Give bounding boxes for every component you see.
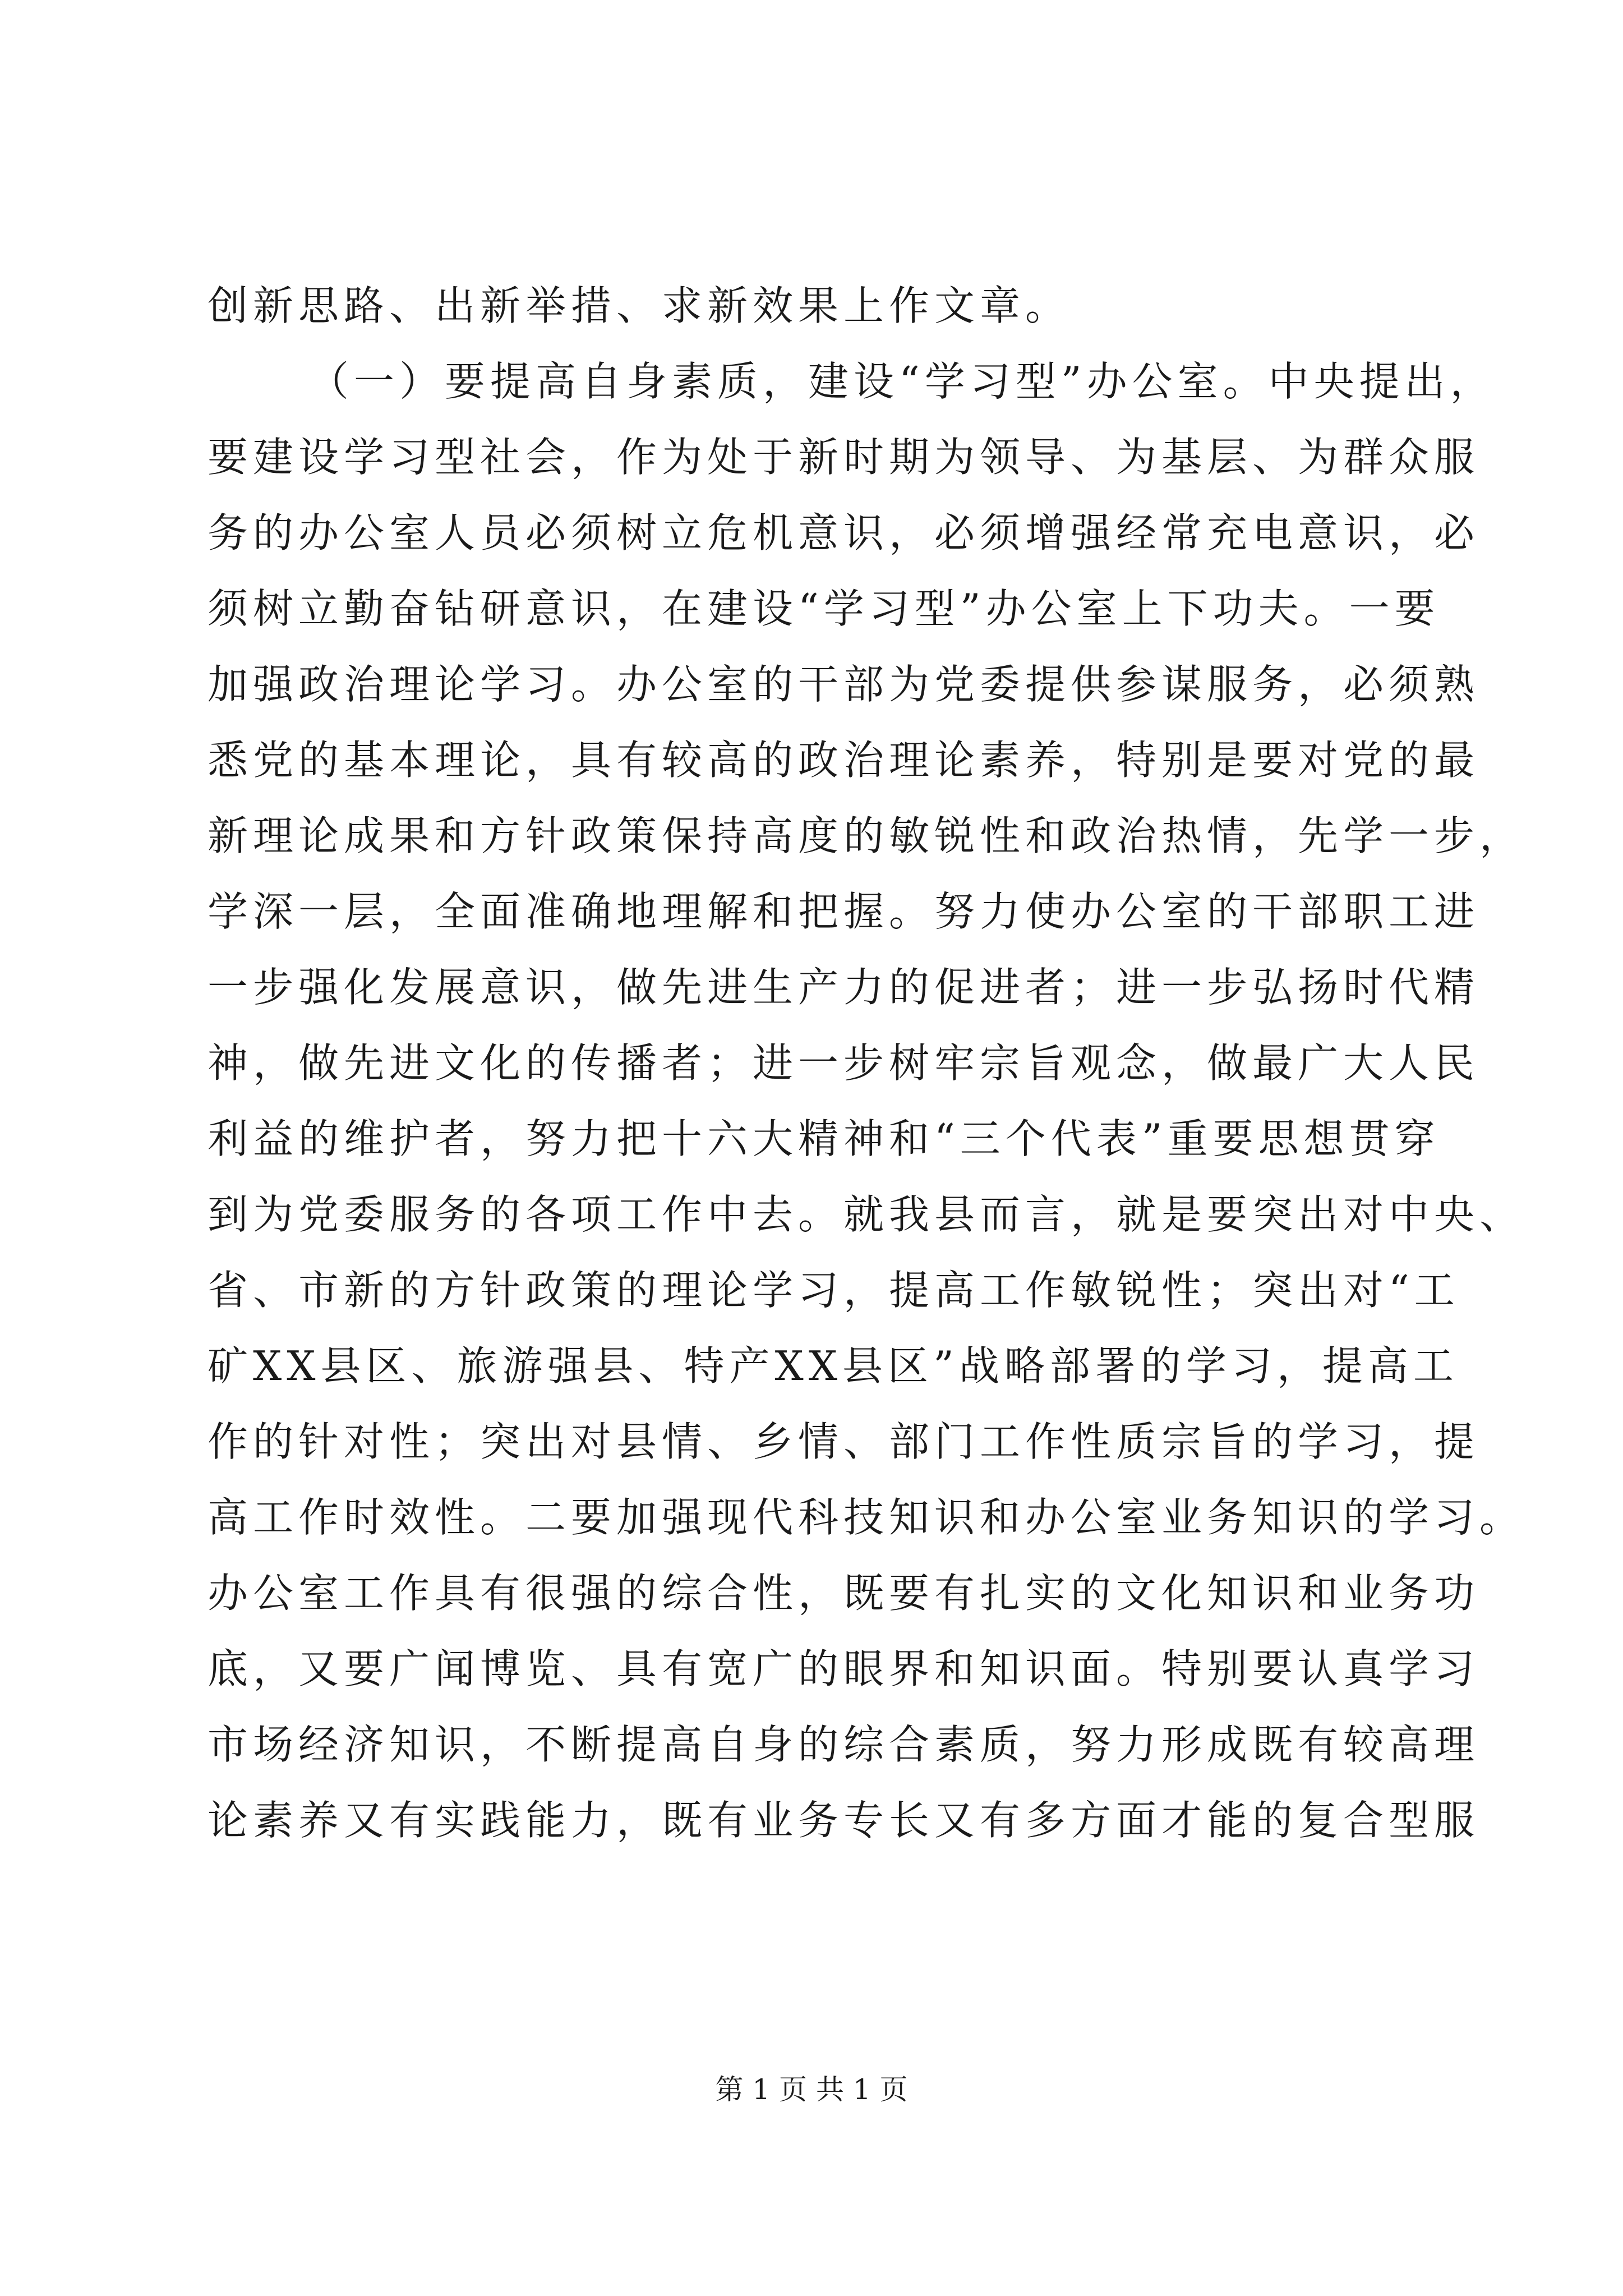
body-line-2: （一）要提高自身素质，建设“学习型”办公室。中央提出，: [308, 358, 1496, 405]
body-line-6: 加强政治理论学习。办公室的干部为党委提供参谋服务，必须熟: [208, 661, 1480, 708]
body-line-10: 一步强化发展意识，做先进生产力的促进者；进一步弘扬时代精: [208, 964, 1480, 1011]
body-line-1: 创新思路、出新举措、求新效果上作文章。: [208, 282, 1071, 329]
body-line-21: 论素养又有实践能力，既有业务专长又有多方面才能的复合型服: [208, 1797, 1480, 1844]
body-line-18: 办公室工作具有很强的综合性，既要有扎实的文化知识和业务功: [208, 1570, 1480, 1617]
page-footer: 第 1 页 共 1 页: [715, 2073, 908, 2106]
body-line-7: 悉党的基本理论，具有较高的政治理论素养，特别是要对党的最: [208, 737, 1480, 784]
body-line-8: 新理论成果和方针政策保持高度的敏锐性和政治热情，先学一步，: [208, 812, 1525, 859]
body-line-4: 务的办公室人员必须树立危机意识，必须增强经常充电意识，必: [208, 509, 1480, 556]
body-line-5: 须树立勤奋钻研意识，在建设“学习型”办公室上下功夫。一要: [208, 585, 1440, 632]
body-line-19: 底，又要广闻博览、具有宽广的眼界和知识面。特别要认真学习: [208, 1645, 1480, 1692]
body-line-20: 市场经济知识，不断提高自身的综合素质，努力形成既有较高理: [208, 1721, 1480, 1768]
body-line-13: 到为党委服务的各项工作中去。就我县而言，就是要突出对中央、: [208, 1191, 1525, 1238]
body-line-17: 高工作时效性。二要加强现代科技知识和办公室业务知识的学习。: [208, 1494, 1525, 1541]
body-line-12: 利益的维护者，努力把十六大精神和“三个代表”重要思想贯穿: [208, 1115, 1440, 1162]
body-line-11: 神，做先进文化的传播者；进一步树牢宗旨观念，做最广大人民: [208, 1039, 1480, 1087]
body-line-16: 作的针对性；突出对县情、乡情、部门工作性质宗旨的学习，提: [208, 1418, 1480, 1465]
body-line-9: 学深一层，全面准确地理解和把握。努力使办公室的干部职工进: [208, 888, 1480, 935]
body-line-3: 要建设学习型社会，作为处于新时期为领导、为基层、为群众服: [208, 434, 1480, 481]
body-line-14: 省、市新的方针政策的理论学习，提高工作敏锐性；突出对“工: [208, 1267, 1460, 1314]
body-line-15: 矿XX县区、旅游强县、特产XX县区”战略部署的学习，提高工: [208, 1342, 1459, 1389]
